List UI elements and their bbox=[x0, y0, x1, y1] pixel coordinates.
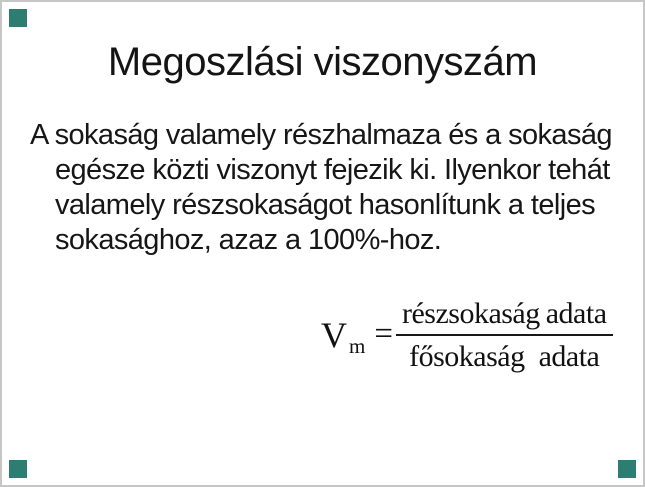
formula-subscript: m bbox=[349, 333, 366, 358]
formula bbox=[321, 296, 613, 374]
body-line: A sokaság valamely részhalmaza és a sokaság bbox=[30, 119, 612, 151]
equals-sign: = bbox=[374, 315, 393, 352]
fraction-denominator: fősokaság adata bbox=[409, 340, 600, 373]
fraction-numerator: részsokaság adata bbox=[401, 297, 607, 330]
formula-variable: V bbox=[321, 315, 347, 355]
body-line: valamely részsokaságot hasonlítunk a teljes bbox=[55, 189, 595, 221]
fraction bbox=[396, 296, 613, 374]
corner-accent-square-bottom-left bbox=[9, 460, 27, 478]
body-line: egésze közti viszonyt fejezik ki. Ilyenkor tehát bbox=[55, 154, 610, 186]
page-title: Megoszlási viszonyszám bbox=[107, 40, 538, 84]
body-line: sokasághoz, azaz a 100%-hoz. bbox=[55, 224, 442, 256]
corner-accent-square-top-left bbox=[9, 9, 27, 27]
corner-accent-square-bottom-right bbox=[618, 460, 636, 478]
body-paragraph bbox=[2, 118, 643, 258]
